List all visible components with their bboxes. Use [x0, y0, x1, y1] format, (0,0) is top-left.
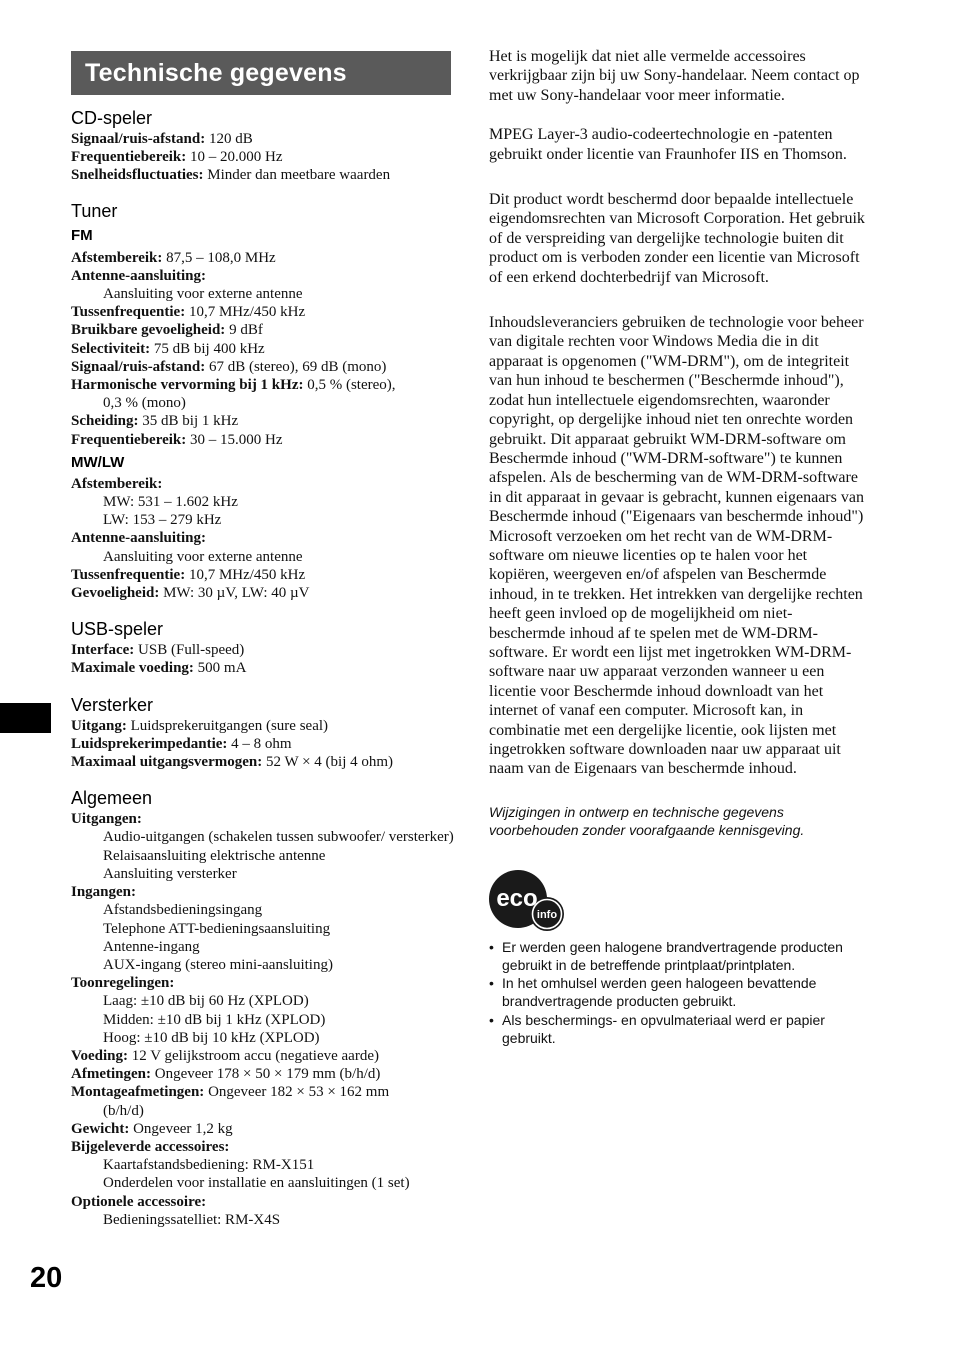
spec-line: Ingangen: [71, 884, 137, 901]
spec-value: Hoog: ±10 dB bij 10 kHz (XPLOD) [103, 1029, 320, 1046]
spec-line: Optionele accessoire: [71, 1193, 207, 1210]
section-heading-cd: CD-speler [71, 108, 153, 128]
spec-line: Selectiviteit: 75 dB bij 400 kHz [71, 340, 265, 357]
spec-value: AUX-ingang (stereo mini-aansluiting) [103, 956, 333, 973]
spec-value: Aansluiting voor externe antenne [103, 286, 303, 303]
eco-info-logo [489, 869, 565, 933]
eco-logo-word: eco [496, 884, 538, 912]
spec-value: Bedieningssatelliet: RM-X4S [103, 1211, 281, 1228]
spec-line: Antenne-aansluiting: [71, 530, 207, 547]
subheading-fm: FM [71, 226, 93, 244]
spec-line: Luidsprekerimpedantie: 4 – 8 ohm [71, 735, 292, 752]
right-column [489, 47, 867, 1047]
spec-line: Uitgang: Luidsprekeruitgangen (sure seal) [71, 717, 329, 734]
section-edge-tab [0, 703, 51, 733]
spec-value: Aansluiting versterker [103, 865, 237, 882]
spec-value: Antenne-ingang [103, 938, 200, 955]
page-title: Technische gegevens [85, 58, 347, 87]
spec-value: Afstandsbedieningsingang [103, 902, 263, 919]
spec-value: Laag: ±10 dB bij 60 Hz (XPLOD) [103, 993, 309, 1010]
spec-line: Voeding: 12 V gelijkstroom accu (negatieve aarde) [71, 1047, 379, 1064]
spec-line: Bruikbare gevoeligheid: 9 dBf [71, 322, 263, 339]
spec-line: Afstembereik: 87,5 – 108,0 MHz [71, 249, 276, 266]
spec-line: Signaal/ruis-afstand: 67 dB (stereo), 69 dB (mono) [71, 358, 387, 375]
spec-value: Audio-uitgangen (schakelen tussen subwoofer/ versterker) [103, 829, 454, 846]
accessories-note: Het is mogelijk dat niet alle vermelde accessoires verkrijgbaar zijn bij uw Sony-handelaar. Neem contact op met uw Sony-handelaar voor meer informatie. [489, 48, 860, 104]
mpeg-license-text: MPEG Layer-3 audio-codeertechnologie en -patenten gebruikt onder licentie van Fraunhofer IIS en Thomson. [489, 126, 847, 163]
spec-value: Telephone ATT-bedieningsaansluiting [103, 920, 331, 937]
spec-line: Tussenfrequentie: 10,7 MHz/450 kHz [71, 566, 306, 583]
spec-value: (b/h/d) [103, 1102, 144, 1119]
list-item: • In het omhulsel werden geen halogeen bevattende brandvertragende producten gebruikt. [489, 974, 867, 1010]
subheading-mwlw: MW/LW [71, 453, 125, 471]
spec-line: Snelheidsfluctuaties: Minder dan meetbare waarden [71, 167, 391, 184]
spec-line: Toonregelingen: [71, 975, 175, 992]
spec-line: Gevoeligheid: MW: 30 µV, LW: 40 µV [71, 585, 310, 602]
spec-value: LW: 153 – 279 kHz [103, 512, 222, 529]
spec-line: Afmetingen: Ongeveer 178 × 50 × 179 mm (b/h/d) [71, 1066, 381, 1083]
section-heading-general: Algemeen [71, 788, 153, 809]
spec-line: Antenne-aansluiting: [71, 267, 207, 284]
spec-line: Frequentiebereik: 10 – 20.000 Hz [71, 149, 283, 166]
list-item: • Als beschermings- en opvulmateriaal werd er papier gebruikt. [489, 1011, 867, 1047]
spec-line: Scheiding: 35 dB bij 1 kHz [71, 413, 239, 430]
spec-line: Maximaal uitgangsvermogen: 52 W × 4 (bij 4 ohm) [71, 754, 394, 771]
spec-line: Maximale voeding: 500 mA [71, 660, 247, 677]
section-heading-usb: USB-speler [71, 619, 164, 640]
spec-value: Aansluiting voor externe antenne [103, 548, 303, 565]
left-column [71, 51, 457, 1229]
section-heading-tuner: Tuner [71, 200, 118, 221]
eco-bullet-list [489, 938, 867, 1047]
spec-line: Tussenfrequentie: 10,7 MHz/450 kHz [71, 304, 306, 321]
section-heading-amplifier: Versterker [71, 694, 154, 715]
spec-value: Kaartafstandsbediening: RM-X151 [103, 1157, 315, 1174]
spec-value: MW: 531 – 1.602 kHz [103, 494, 238, 511]
title-bar [71, 51, 451, 95]
spec-line: Montageafmetingen: Ongeveer 182 × 53 × 162 mm [71, 1084, 390, 1101]
spec-line: Frequentiebereik: 30 – 15.000 Hz [71, 431, 283, 448]
spec-value: Midden: ±10 dB bij 1 kHz (XPLOD) [103, 1011, 326, 1028]
eco-logo-info: info [536, 908, 558, 921]
wm-drm-text: Inhoudsleveranciers gebruiken de technologie voor beheer van digitale rechten voor Windows Media die in dit apparaat is opgenomen ("WM-DRM"), om de integriteit van hun inhoud te beschermen ("Beschermde inhoud"), zodat hun intellectuele eigendomsrechten, waaronder copyright, op dergelijke inhoud niet ten onrechte worden gebruikt. Dit apparaat gebruikt WM-DRM-software om Beschermde inhoud ("WM-DRM-software") te kunnen afspelen. Als de bescherming van de WM-DRM-software in dit apparaat in gevaar is gebracht, kunnen eigenaars van Beschermde inhoud ("Eigenaars van beschermde inhoud") Microsoft verzoeken om het recht van de WM-DRM-software om nieuwe licenties op te halen voor het kopiëren, weergeven en/of afspelen van Beschermde inhoud, in te trekken. Het intrekken van dergelijke rechten heeft geen invloed op de mogelijkheid om niet-beschermde inhoud af te spelen met de WM-DRM-software. Er wordt een lijst met ingetrokken WM-DRM-software naar uw apparaat verzonden wanneer u een licentie voor Beschermde inhoud downloadt van het internet of vanaf een computer. Microsoft kan, in combinatie met een dergelijke licentie, ook lijsten met ingetrokken software downloaden naar uw apparaat uit naam van de Eigenaars van beschermde inhoud. [489, 314, 864, 778]
spec-line: Interface: USB (Full-speed) [71, 642, 245, 659]
spec-value: Relaisaansluiting elektrische antenne [103, 847, 326, 864]
spec-line: Signaal/ruis-afstand: 120 dB [71, 131, 253, 147]
spec-line: Uitgangen: [71, 811, 142, 828]
spec-value: Onderdelen voor installatie en aansluitingen (1 set) [103, 1175, 410, 1192]
spec-line: Gewicht: Ongeveer 1,2 kg [71, 1120, 233, 1137]
spec-line: Afstembereik: [71, 475, 163, 492]
change-notice: Wijzigingen in ontwerp en technische gegevens voorbehouden zonder voorafgaande kennisgeving. [489, 803, 805, 838]
spec-line: Bijgeleverde accessoires: [71, 1138, 230, 1155]
spec-value: 0,3 % (mono) [103, 395, 186, 412]
list-item: • Er werden geen halogene brandvertragende producten gebruikt in de betreffende printplaat/printplaten. [489, 938, 867, 974]
page-number: 20 [30, 1262, 63, 1294]
spec-line: Harmonische vervorming bij 1 kHz: 0,5 % (stereo), [71, 377, 396, 394]
microsoft-ip-text: Dit product wordt beschermd door bepaalde intellectuele eigendomsrechten van Microsoft Corporation. Het gebruik of de verspreiding van dergelijke technologie buiten dit product om is verboden zonder een licentie van Microsoft of een erkend dochterbedrijf van Microsoft. [489, 191, 865, 286]
